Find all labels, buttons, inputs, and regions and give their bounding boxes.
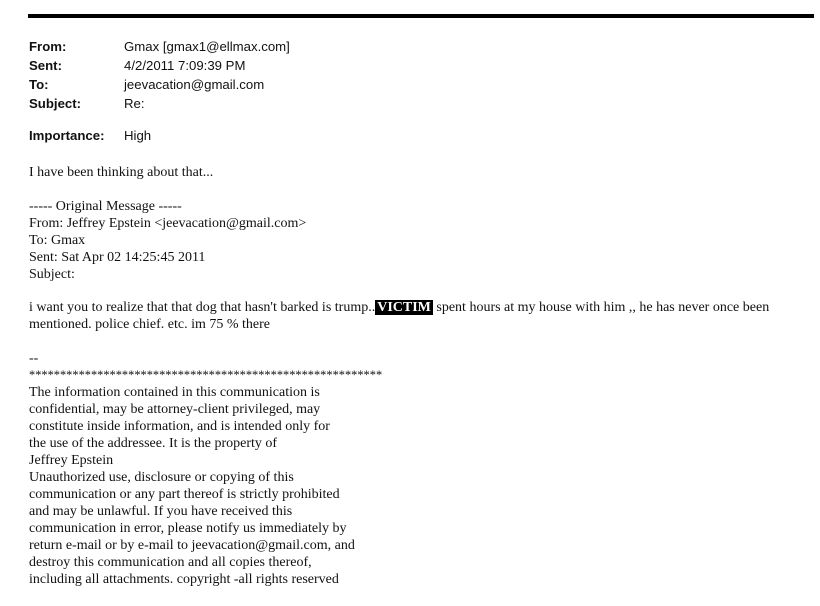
header-subject-label: Subject:: [29, 96, 82, 111]
header-from-label: From:: [29, 39, 67, 54]
signature-block: [29, 350, 382, 588]
disclaimer-line: Jeffrey Epstein: [29, 453, 114, 468]
message-text-before: i want you to realize that that dog that hasn't barked is trump..: [29, 300, 376, 315]
disclaimer-line: constitute inside information, and is intended only for: [29, 419, 330, 434]
original-message: [29, 198, 306, 283]
disclaimer-line: Unauthorized use, disclosure or copying of this: [29, 470, 294, 485]
original-to: To: Gmax: [29, 233, 86, 248]
header-subject-value: Re:: [124, 96, 145, 111]
reply-body: I have been thinking about that...: [29, 165, 214, 180]
original-separator: ----- Original Message -----: [29, 199, 182, 214]
disclaimer-line: the use of the addressee. It is the property of: [29, 436, 278, 451]
disclaimer-line: including all attachments. copyright -all rights reserved: [29, 572, 339, 587]
importance-row: [29, 126, 229, 145]
importance-label: Importance:: [29, 128, 105, 143]
disclaimer-line: return e-mail or by e-mail to jeevacation@gmail.com, and: [29, 538, 355, 553]
signature-stars: *********************************************************: [29, 368, 383, 382]
top-rule: [28, 14, 814, 18]
message-body: [29, 299, 769, 333]
disclaimer-line: The information contained in this communication is: [29, 385, 320, 400]
original-from: From: Jeffrey Epstein <jeevacation@gmail.com>: [29, 216, 307, 231]
disclaimer-line: confidential, may be attorney-client privileged, may: [29, 402, 321, 417]
header-to-value: jeevacation@gmail.com: [124, 77, 265, 92]
disclaimer-line: communication or any part thereof is strictly prohibited: [29, 487, 340, 502]
disclaimer-line: communication in error, please notify us immediately by: [29, 521, 347, 536]
original-subject: Subject:: [29, 267, 75, 282]
redaction-label: VICTIM: [377, 300, 431, 315]
header-to-label: To:: [29, 77, 49, 92]
signature-dashes: --: [29, 351, 39, 366]
header-from-value: Gmax [gmax1@ellmax.com]: [124, 39, 290, 54]
disclaimer-line: and may be unlawful. If you have received this: [29, 504, 293, 519]
original-sent: Sent: Sat Apr 02 14:25:45 2011: [29, 250, 206, 265]
message-line-1: [29, 299, 769, 316]
header-sent-label: Sent:: [29, 58, 62, 73]
importance-value: High: [124, 128, 152, 143]
disclaimer-line: destroy this communication and all copies thereof,: [29, 555, 312, 570]
header-sent-value: 4/2/2011 7:09:39 PM: [124, 58, 246, 73]
message-line-2: mentioned. police chief. etc. im 75 % there: [29, 317, 271, 332]
message-text-after: spent hours at my house with him ,, he has never once been: [432, 300, 770, 315]
